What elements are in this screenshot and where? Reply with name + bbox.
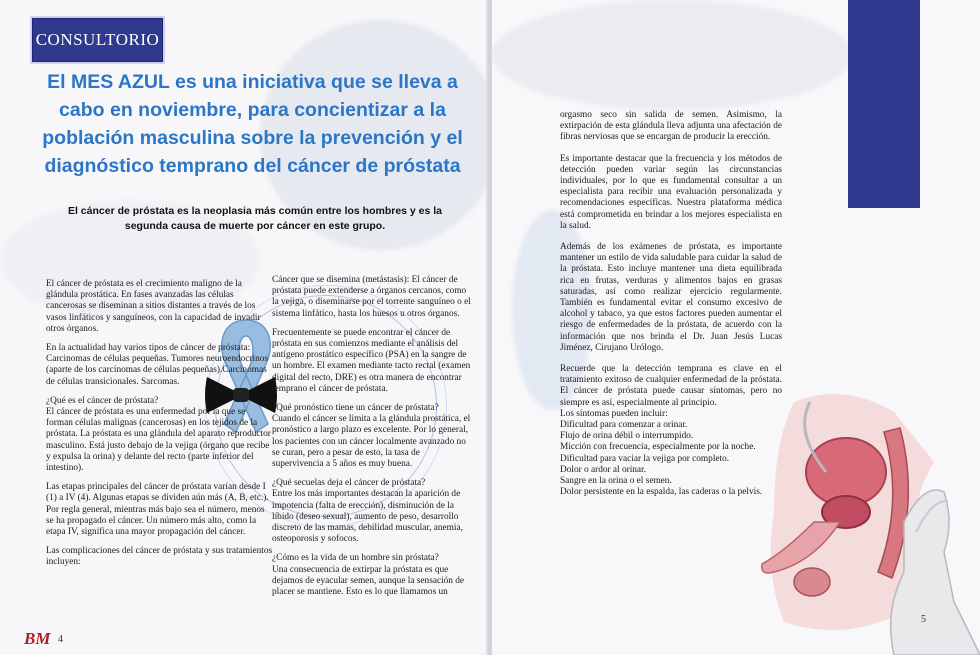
page-number-left: 4 xyxy=(58,634,63,645)
paragraph-body: El cáncer de próstata es una enfermedad por la que se forman células malignas (cancerosas) en los tejidos de la próstata. La próstata es una glándula del aparato reproductor masculino. Está justo debajo de la vejiga (órgano que recibe y expulsa la orina) y delante del recto (parte inferior del intestino). xyxy=(46,407,271,474)
paragraph xyxy=(272,403,472,470)
symptom-item: Dolor persistente en la espalda, las caderas o la pelvis. xyxy=(560,487,763,498)
symptom-intro: Los síntomas pueden incluir: xyxy=(560,408,668,419)
symptom-item: Micción con frecuencia, especialmente por la noche. xyxy=(560,442,756,453)
question-heading: ¿Qué es el cáncer de próstata? xyxy=(46,395,159,406)
paragraph: Las complicaciones del cáncer de próstata y sus tratamientos incluyen: xyxy=(46,546,273,568)
subheadline: El cáncer de próstata es la neoplasia más común entre los hombres y es la segunda causa de muerte por cáncer en este grupo. xyxy=(67,205,443,232)
paragraph: Cáncer que se disemina (metástasis): El cáncer de próstata puede extenderse a órganos cercanos, como la vejiga, o diseminarse por el torrente sanguíneo o el sistema linfático, hasta los huesos u otros órganos. xyxy=(272,275,471,319)
paragraph xyxy=(272,553,472,598)
symptom-list xyxy=(560,409,782,499)
paragraph-body: Recuerde que la detección temprana es clave en el tratamiento exitoso de cualquier enfermedad de la próstata. El cáncer de próstata puede causar síntomas, pero no siempre es así, especialmente al principio. xyxy=(560,364,782,408)
text-column-2 xyxy=(272,275,472,606)
text-column-3 xyxy=(560,110,782,499)
symptom-item: Dolor o ardor al orinar. xyxy=(560,464,646,475)
symptom-item: Flujo de orina débil o interrumpido. xyxy=(560,431,694,442)
paragraph xyxy=(46,396,274,474)
section-label: CONSULTORIO xyxy=(35,30,160,49)
symptom-item: Dificultad para vaciar la vejiga por completo. xyxy=(560,453,730,464)
paragraph: En la actualidad hay varios tipos de cáncer de próstata: Carcinomas de células pequeñas. Tumores neuroendocrinos (aparte de los carcinomas de células pequeñas).Carcinomas de células transicionales. Sarcomas. xyxy=(46,343,269,387)
symptom-item: Dificultad para comenzar a orinar. xyxy=(560,420,688,431)
paragraph xyxy=(560,364,782,409)
paragraph: Además de los exámenes de próstata, es importante mantener un estilo de vida saludable para cuidar la salud de la próstata. Esto incluye mantener una dieta equilibrada rica en frutas, verduras y alimentos bajos en grasas saturadas, así como realizar ejercicio regularmente. También es fundamental evitar el consumo excesivo de alcohol y tabaco, ya que estos factores pueden aumentar el riesgo de enfermedades de la próstata, de acuerdo con la información que nos brinda el Dr. Juan Jesús Lucas Jiménez, Cirujano Urólogo. xyxy=(560,242,782,353)
text-column-1 xyxy=(46,279,274,577)
right-page xyxy=(492,0,980,655)
paragraph: Frecuentemente se puede encontrar el cáncer de próstata en sus comienzos mediante el análisis del antígeno prostático específico (PSA) en la sangre de un hombre. El examen mediante tacto rectal (examen digital del recto, DRE) es otra manera de encontrar temprano el cáncer de próstata. xyxy=(272,327,471,394)
section-label-box xyxy=(30,16,165,64)
paragraph-body: Una consecuencia de extirpar la próstata es que dejamos de eyacular semen, aunque la sensación de placer se mantiene. Esto es lo que llamamos un xyxy=(272,564,465,598)
paragraph: El cáncer de próstata es el crecimiento maligno de la glándula prostática. En fases avanzadas las células cancerosas se diseminan a sitios distantes a través de los vasos linfáticos y sanguíneos, con la capacidad de invadir otros órganos. xyxy=(46,279,261,334)
page-number-right: 5 xyxy=(921,614,926,625)
question-heading: ¿Cómo es la vida de un hombre sin próstata? xyxy=(272,553,439,564)
symptom-item: Sangre en la orina o el semen. xyxy=(560,476,672,487)
paragraph: Es importante destacar que la frecuencia y los métodos de detección pueden variar según las circunstancias individuales, por lo que es fundamental consultar a un especialista para recibir una evaluación personalizada y recomendaciones específicas. Nuestra plataforma médica está comprometida en brindar a los mejores especialista en la salud. xyxy=(560,153,782,231)
question-heading: ¿Qué secuelas deja el cáncer de próstata? xyxy=(272,478,426,489)
prostate-anatomy-illustration xyxy=(754,372,980,655)
blue-accent-bar xyxy=(848,0,920,208)
question-heading: ¿Qué pronóstico tiene un cáncer de próstata? xyxy=(272,403,439,414)
left-page xyxy=(0,0,488,655)
paragraph xyxy=(272,478,472,545)
magazine-logo: BM xyxy=(24,629,51,648)
paragraph-body: Entre los más importantes destacan la aparición de impotencia (falta de erección), disminución de la líbido (deseo sexual), aumento de peso, desarrollo discreto de las mamas, debilidad muscular, anemia, osteoporosis y sofocos. xyxy=(272,489,463,545)
paragraph-body: Cuando el cáncer se limita a la glándula prostática, el pronóstico a largo plazo es excelente. Por lo general, los pacientes con un cáncer localmente avanzado no se curan, pero a pesar de esto, la tasa de supervivencia a 5 años es muy buena. xyxy=(272,414,471,470)
paragraph: orgasmo seco sin salida de semen. Asimismo, la extirpación de esta glándula lleva adjunta una afectación de fibras nerviosas que se encargan de producir la erección. xyxy=(560,110,782,143)
headline: El MES AZUL es una iniciativa que se lleva a cabo en noviembre, para concientizar a la población masculina sobre la prevención y el diagnóstico temprano del cáncer de próstata xyxy=(42,71,463,177)
paragraph: Las etapas principales del cáncer de próstata varían desde I (1) a IV (4). Algunas etapas se dividen aún más (A, B, etc.). Por regla general, mientras más bajo sea el número, menos se ha propagado el cáncer. Un número más alto, como la etapa IV, significa una mayor propagación del cáncer. xyxy=(46,482,269,538)
